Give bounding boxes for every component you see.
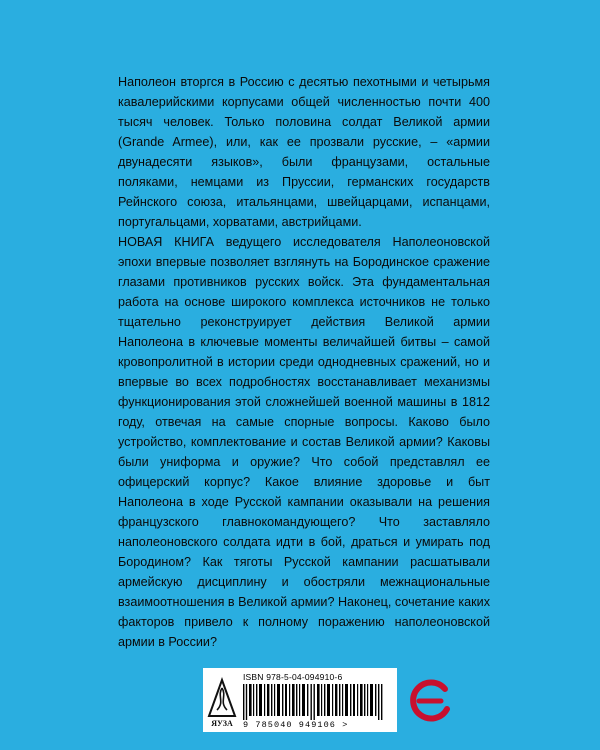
isbn-label: ISBN 978-5-04-094910-6 <box>243 672 343 682</box>
blurb-paragraph-2: НОВАЯ КНИГА ведущего исследователя Наполеоновской эпохи впервые позволяет взглянуть на Бородинское сражение глазами противников русских войск. Эта фундаментальная работа на основе широкого комплекса источников не только тщательно реконструирует действия Великой армии Наполеона в ключевые моменты величайшей битвы – самой кровопролитной в истории среди однодневных сражений, но и впервые во всех подробностях восстанавливает механизмы функционирования этой сложнейшей военной машины в 1812 году, отвечая на самые спорные вопросы. Каково было устройство, комплектование и состав Великой армии? Каковы были униформа и оружие? Что собой представлял ее офицерский корпус? Какое влияние здоровье и быт Наполеона в ходе Русской кампании оказывали на решения французского главнокомандующего? Что заставляло наполеоновского солдата идти в бой, драться и умирать под Бородином? Как тяготы Русской кампании расшатывали армейскую дисциплину и обостряли межнациональные взаимоотношения в Великой армии? Наконец, сочетание каких факторов привело к полному поражению наполеоновской армии в России? <box>118 235 490 649</box>
barcode-image <box>243 684 388 720</box>
blurb-paragraph-1: Наполеон вторгся в Россию с десятью пехотными и четырьмя кавалерийскими корпусами общей численностью почти 400 тысяч человек. Только половина солдат Великой армии (Grande Armee), или, как ее прозвали русские, – «армии двунадесяти языков», были французами, остальные поляками, немцами из Пруссии, германских государств Рейнского союза, итальянцами, швейцарцами, испанцами, португальцами, хорватами, австрийцами. <box>118 75 490 229</box>
barcode-digits: 9 785040 949106 > <box>243 720 349 730</box>
eksmo-logo <box>407 675 455 725</box>
blurb-text <box>118 72 490 652</box>
yauza-publisher-logo <box>205 676 239 728</box>
publisher-name: ЯУЗА <box>211 719 233 728</box>
isbn-barcode-panel <box>203 668 397 732</box>
